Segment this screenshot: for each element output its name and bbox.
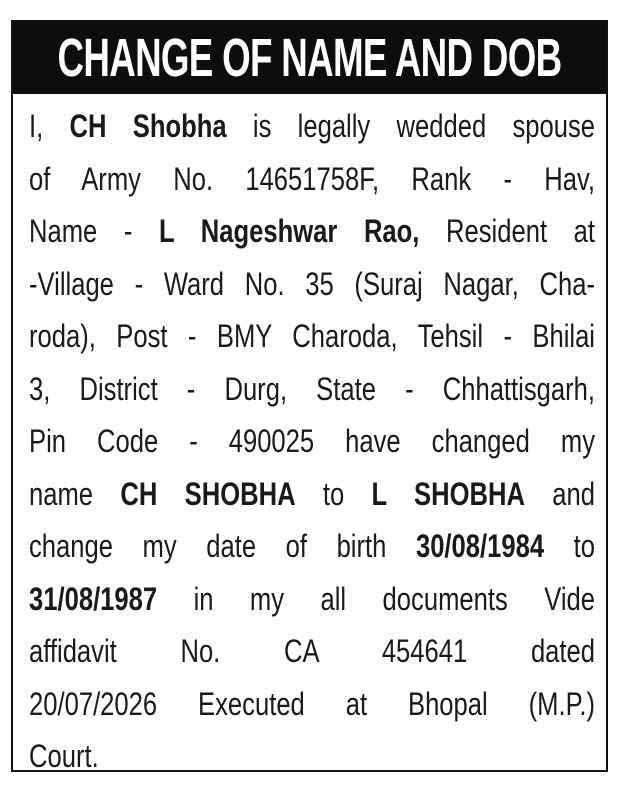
- notice-line: [29, 153, 595, 206]
- notice-text: affidavit No. CA 454641 dated: [29, 633, 595, 669]
- notice-line-text: [29, 205, 595, 258]
- notice-text: is legally wedded spouse: [226, 108, 596, 144]
- classified-notice: [11, 20, 608, 772]
- notice-text: 20/07/2026 Executed at Bhopal (M.P.): [29, 685, 595, 722]
- notice-line-text: [29, 415, 595, 468]
- notice-text: I,: [29, 108, 70, 144]
- notice-line-text: [29, 468, 595, 521]
- notice-bold-text: CH Shobha: [69, 108, 227, 144]
- notice-line: [29, 625, 595, 678]
- notice-text: Pin Code - 490025 have changed my: [29, 423, 595, 459]
- notice-line-text: [29, 520, 595, 573]
- notice-line: [29, 363, 595, 416]
- notice-line: [29, 310, 595, 363]
- notice-text: change my date of birth: [29, 528, 416, 564]
- notice-header: [13, 22, 606, 94]
- notice-line: [29, 468, 595, 521]
- notice-line: [29, 258, 595, 311]
- notice-line: [29, 730, 595, 783]
- notice-text: name: [29, 475, 121, 512]
- notice-text: and: [524, 475, 595, 512]
- notice-line-text: [29, 100, 595, 153]
- notice-text: in my all documents Vide: [157, 580, 595, 617]
- notice-bold-text: L Nageshwar Rao,: [159, 213, 420, 249]
- notice-text: roda), Post - BMY Charoda, Tehsil - Bhilai: [29, 318, 595, 354]
- notice-line: [29, 678, 595, 731]
- notice-line-text: [29, 730, 99, 783]
- notice-text: to: [544, 528, 595, 564]
- notice-line-text: [29, 625, 595, 678]
- notice-text: -Village - Ward No. 35 (Suraj Nagar, Cha-: [29, 265, 595, 302]
- notice-line-text: [29, 258, 595, 311]
- notice-line-text: [29, 310, 595, 363]
- notice-text: Name -: [29, 213, 159, 249]
- notice-line-text: [29, 363, 595, 416]
- notice-line-text: [29, 153, 595, 206]
- notice-text: of Army No. 14651758F, Rank - Hav,: [29, 160, 595, 197]
- notice-title: CHANGE OF NAME AND DOB: [57, 28, 562, 88]
- notice-line: [29, 520, 595, 573]
- notice-bold-text: 30/08/1984: [415, 528, 545, 564]
- notice-line: [29, 100, 595, 153]
- notice-body: [29, 100, 595, 783]
- notice-line: [29, 205, 595, 258]
- notice-line: [29, 415, 595, 468]
- notice-text: Resident at: [419, 213, 595, 249]
- notice-bold-text: 31/08/1987: [29, 580, 158, 617]
- notice-text: 3, District - Durg, State - Chhattisgarh,: [29, 370, 595, 407]
- notice-text: to: [295, 475, 372, 512]
- notice-line-text: [29, 678, 595, 731]
- notice-line: [29, 573, 595, 626]
- notice-text: Court.: [29, 738, 99, 774]
- notice-line-text: [29, 573, 595, 626]
- notice-bold-text: L SHOBHA: [371, 475, 525, 512]
- notice-bold-text: CH SHOBHA: [120, 475, 296, 512]
